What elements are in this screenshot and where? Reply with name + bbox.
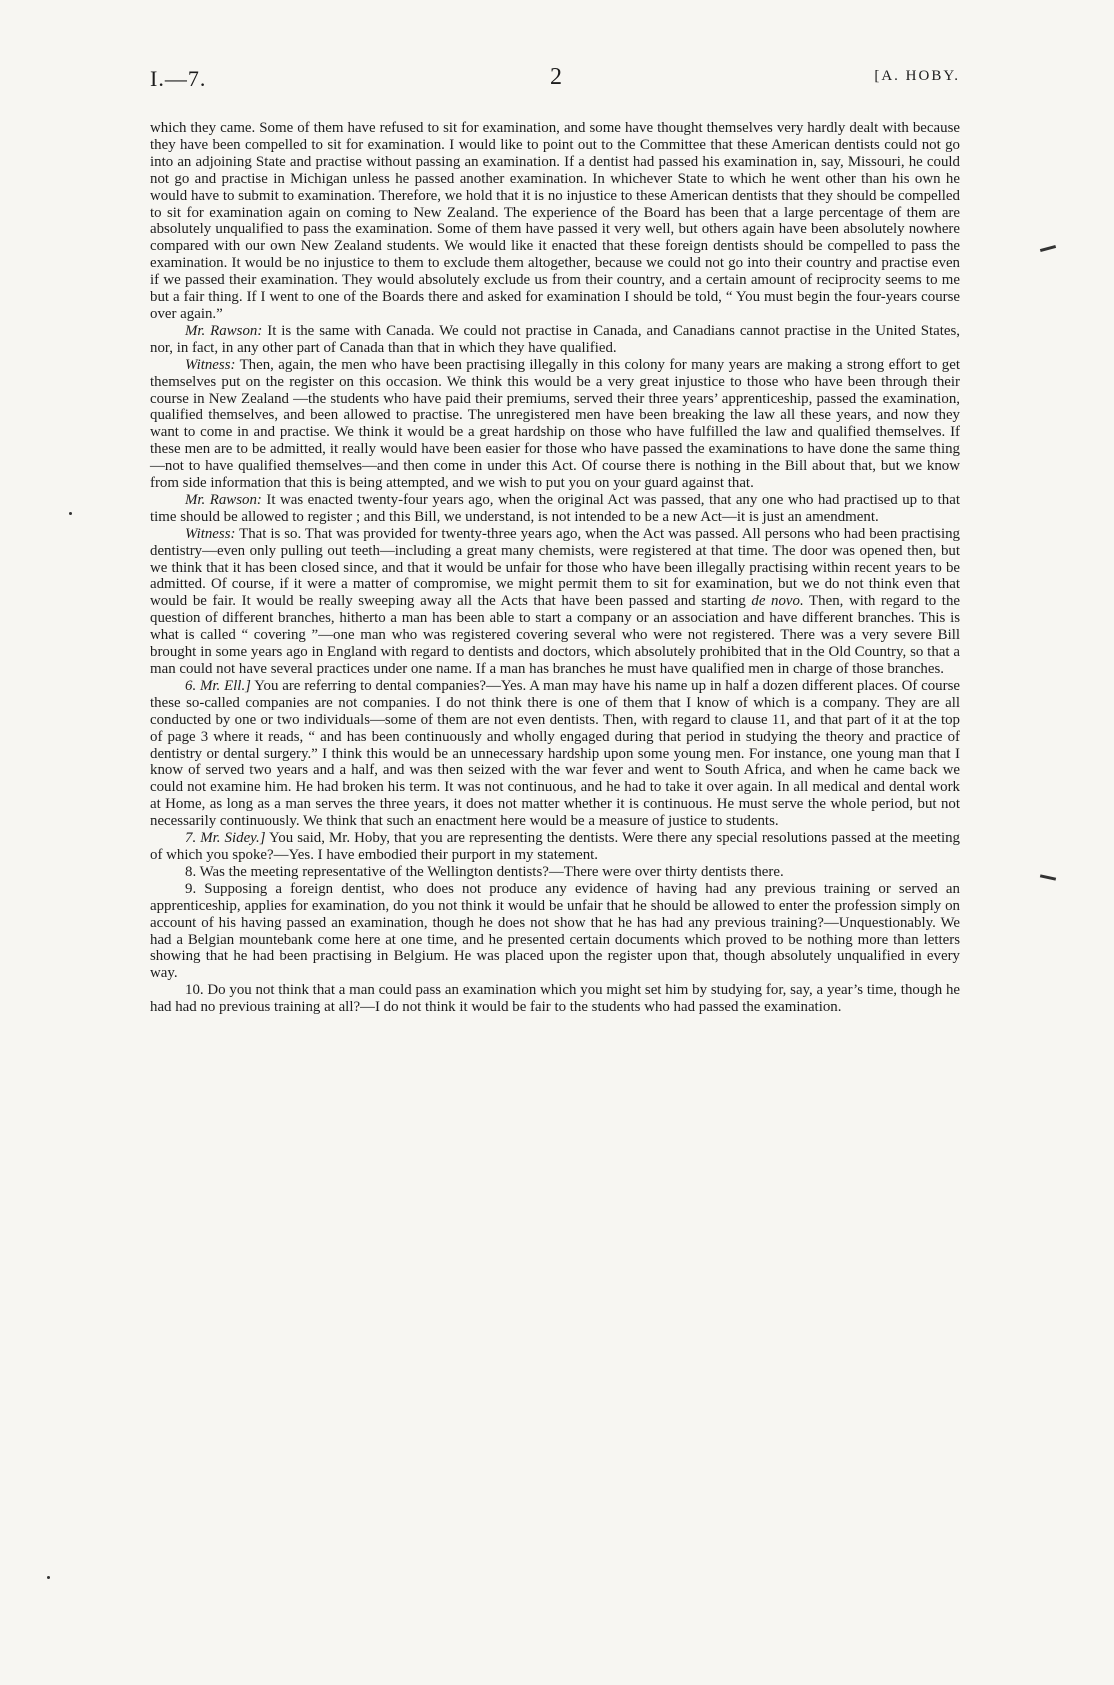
margin-mark <box>69 512 72 515</box>
witness-name: [A. HOBY. <box>874 68 960 84</box>
paragraph <box>150 492 960 526</box>
speaker-label: Mr. Rawson: <box>185 322 263 339</box>
paragraph-text: You are referring to dental companies?—Yes. A man may have his name up in half a dozen different places. Of course these so-called companies are not companies. I do not think there is one of them that I know of which is a company. They are all conducted by one or two individuals—some of them are not even dentists. Then, with regard to clause 11, and that part of it at the top of page 3 where it reads, “ and has been continuously and wholly engaged during that period in studying the theory and practice of dentistry or dental surgery.” I think this would be an unnecessary hardship upon some young men. For instance, one young man that I know of served two years and a half, and was then seized with the war fever and went to South Africa, and when he came back we could not examine him. He had broken his term. It was not continuous, and he had to take it over again. In all medical and dental work at Home, as long as a man serves the three years, it does not matter whether it is continuous. He must serve the whole period, but not necessarily continuously. We think that such an enactment here would be a measure of justice to students. <box>150 677 960 830</box>
margin-mark <box>47 1576 50 1579</box>
page-header <box>150 66 960 94</box>
paragraph <box>150 881 960 982</box>
page-number: 2 <box>550 64 563 90</box>
latin-phrase: de novo. <box>751 593 804 610</box>
paragraph-text-continued: Then, with regard to the question of different branches, hitherto a man has been able to start a company or an association and have different branches. This is what is called “ covering ”—one man who was registered covering several who were not registered. There was a very severe Bill brought in some years ago in England with regard to dentists and doctors, which absolutely prohibited that in the Old Country, so that a man could not have several practices under one name. If a man has branches he must have qualified men in charge of those branches. <box>150 593 961 677</box>
paragraph-text: It is the same with Canada. We could not practise in Canada, and Canadians cannot practise in the United States, nor, in fact, in any other part of Canada than that in which they have qualified. <box>150 322 960 356</box>
speaker-label: Witness: <box>185 356 236 373</box>
paragraph-text: It was enacted twenty-four years ago, when the original Act was passed, that any one who had practised up to that time should be allowed to register ; and this Bill, we understand, is not intended to be a new Act—it is just an amendment. <box>150 491 960 525</box>
margin-mark <box>1040 245 1056 252</box>
margin-mark <box>1040 874 1056 880</box>
document-body <box>150 120 960 1016</box>
paragraph-text: 9. Supposing a foreign dentist, who does not produce any evidence of having had any previous training or served an apprenticeship, applies for examination, do you not think it would be unfair that he should be allowed to enter the profession simply on account of his having passed an examination, though he does not show that he has had any previous training?—Unquestionably. We had a Belgian mountebank come here at one time, and he presented certain documents which proved to be nothing more than letters showing that he had been practising in Belgium. He was placed upon the register upon that, though absolutely unqualified in every way. <box>150 880 960 982</box>
paragraph <box>150 323 960 357</box>
paragraph-text: 10. Do you not think that a man could pass an examination which you might set him by studying for, say, a year’s time, though he had had no previous training at all?—I do not think it would be fair to the students who had passed the examination. <box>150 982 960 1016</box>
paragraph-text: Then, again, the men who have been practising illegally in this colony for many years are making a strong effort to get themselves put on the register on this occasion. We think this would be a very great injustice to those who have been through their course in New Zealand —the students who have paid their premiums, served their three years’ apprenticeship, passed the examination, qualified themselves, and been allowed to practise. The unregistered men have been breaking the law all these years, and now they want to come in and practise. We think it would be a great hardship on those who have fulfilled the law and qualified themselves. If these men are to be admitted, it really would have been easier for those who have passed the examinations to have done the same thing—not to have qualified themselves—and then come in under this Act. Of course there is nothing in the Bill about that, but we know from side information that this is being attempted, and we wish to put you on your guard against that. <box>150 356 960 492</box>
paragraph-text: You said, Mr. Hoby, that you are representing the dentists. Were there any special resolutions passed at the meeting of which you spoke?—Yes. I have embodied their purport in my statement. <box>150 830 960 863</box>
paragraph-text: That is so. That was provided for twenty-three years ago, when the Act was passed. All persons who had been practising dentistry—even only pulling out teeth—including a great many chemists, were registered at that time. The door was opened then, but we think that it has been closed since, and that it would be unfair for those who have been illegally practising within recent years to be admitted. Of course, if it were a matter of compromise, we might permit them to sit for examination, but we do not think even that would be fair. It would be really sweeping away all the Acts that have been passed and starting <box>150 525 960 610</box>
paragraph-text: 8. Was the meeting representative of the Wellington dentists?—There were over thirty dentists there. <box>185 863 784 880</box>
paragraph-text: which they came. Some of them have refused to sit for examination, and some have thought themselves very hardly dealt with because they have been compelled to sit for examination. I would like to point out to the Committee that these American dentists could not go into an adjoining State and practise without passing an examination. If a dentist had passed his examination in, say, Missouri, he could not go and practise in Michigan unless he passed another examination. In whichever State to which he went other than his own he would have to submit to examination. Therefore, we hold that it is no injustice to these American dentists that they should be compelled to sit for examination again on coming to New Zealand. The experience of the Board has been that a large percentage of them are absolutely unqualified to pass the examination. Some of them have passed it very well, but others again have been absolutely nowhere compared with our own New Zealand students. We would like it enacted that these foreign dentists should be compelled to pass the examination. It would be no injustice to them to exclude them altogether, because we could not go into their country and practise even if we passed their examination. They would absolutely exclude us from their country, and a certain amount of reciprocity seems to me but a fair thing. If I went to one of the Boards there and asked for examination I should be told, “ You must begin the four-years course over again.” <box>150 120 960 322</box>
speaker-label: Witness: <box>185 525 236 542</box>
speaker-label: 6. Mr. Ell.] <box>185 677 251 694</box>
paragraph <box>150 830 960 864</box>
paragraph <box>150 678 960 830</box>
paragraph <box>150 357 960 492</box>
paragraph <box>150 864 960 881</box>
document-reference: I.—7. <box>150 66 207 91</box>
speaker-label: 7. Mr. Sidey.] <box>185 830 266 847</box>
speaker-label: Mr. Rawson: <box>185 491 262 508</box>
paragraph <box>150 982 960 1016</box>
paragraph <box>150 120 960 323</box>
paragraph <box>150 526 960 678</box>
